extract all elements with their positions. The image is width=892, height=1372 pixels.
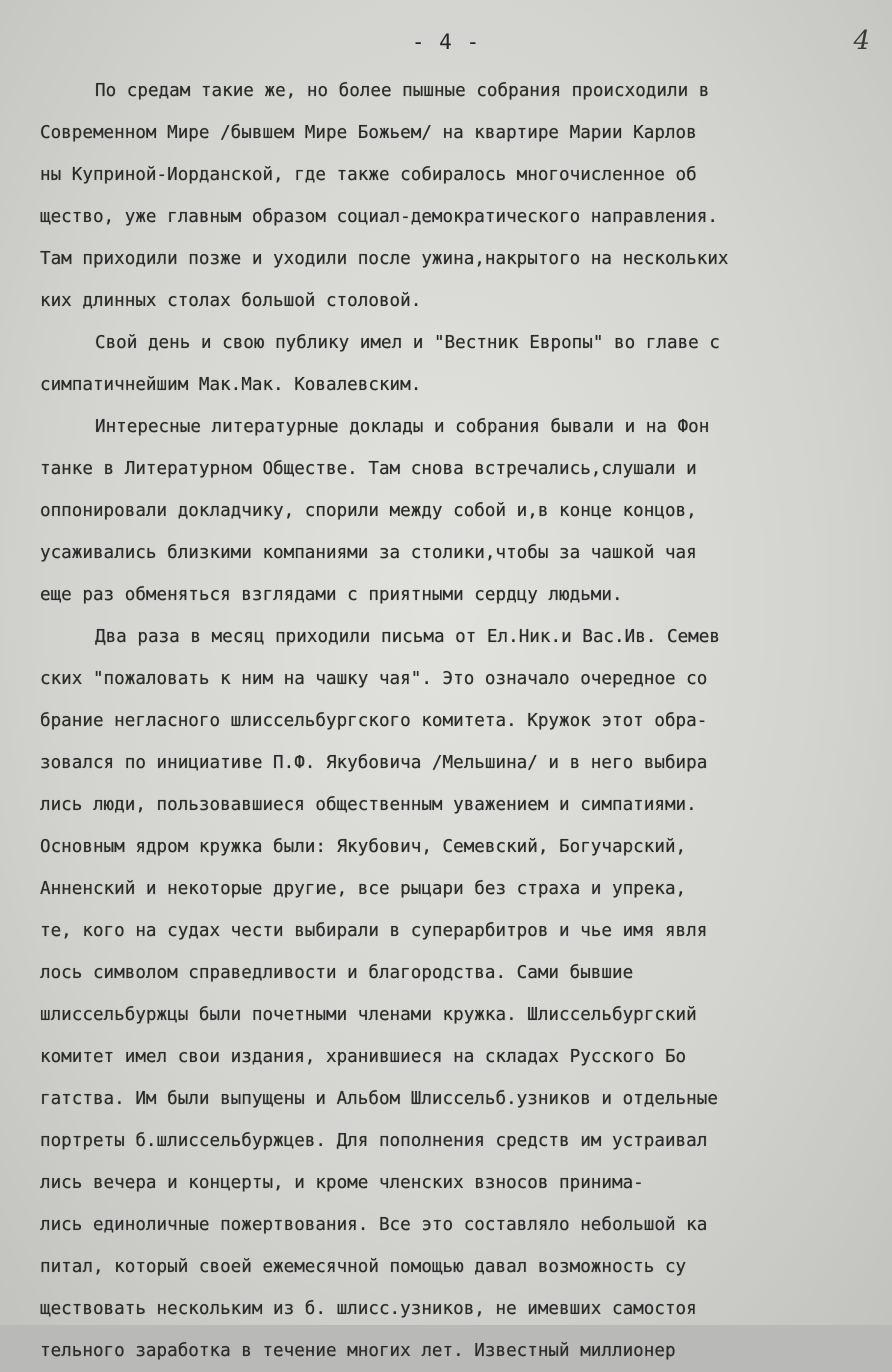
typewritten-text-body [40, 70, 870, 1372]
text-line: Интересные литературные доклады и собрания бывали и на Фон [95, 417, 710, 437]
text-line: Современном Мире /бывшем Мире Божьем/ на квартире Марии Карлов [40, 123, 697, 143]
text-line: Там приходили позже и уходили после ужина,накрытого на нескольких [40, 249, 729, 269]
text-line: портреты б.шлиссельбуржцев. Для пополнения средств им устраивал [40, 1131, 708, 1151]
text-line: По средам такие же, но более пышные собрания происходили в [95, 81, 710, 101]
text-line: Свой день и свою публику имел и "Вестник Европы" во главе с [95, 333, 720, 353]
text-line: те, кого на судах чести выбирали в суперарбитров и чье имя явля [40, 921, 708, 941]
text-line: Анненский и некоторые другие, все рыцари без страха и упрека, [40, 879, 687, 899]
text-line: симпатичнейшим Мак.Мак. Ковалевским. [40, 375, 422, 395]
text-line: лись вечера и концерты, и кроме членских взносов принима- [40, 1173, 644, 1193]
text-line: лись люди, пользовавшиеся общественным уважением и симпатиями. [40, 795, 697, 815]
text-line: Два раза в месяц приходили письма от Ел.Ник.и Вас.Ив. Семев [95, 627, 720, 647]
text-line: оппонировали докладчику, спорили между собой и,в конце концов, [40, 501, 697, 521]
text-line: ских "пожаловать к ним на чашку чая". Это означало очередное со [40, 669, 708, 689]
text-line: танке в Литературном Обществе. Там снова встречались,слушали и [40, 459, 697, 479]
text-line: еще раз обменяться взглядами с приятными сердцу людьми. [40, 585, 623, 605]
page-number: - 4 - [411, 30, 481, 54]
text-line: зовался по инициативе П.Ф. Якубовича /Мельшина/ и в него выбира [40, 753, 708, 773]
text-line: брание негласного шлиссельбургского комитета. Кружок этот обра- [40, 711, 708, 731]
text-line: усаживались близкими компаниями за столики,чтобы за чашкой чая [40, 543, 697, 563]
text-line: ны Куприной-Иорданской, где также собиралось многочисленное об [40, 165, 697, 185]
text-line: Основным ядром кружка были: Якубович, Семевский, Богучарский, [40, 837, 687, 857]
text-line: комитет имел свои издания, хранившиеся на складах Русского Бо [40, 1047, 687, 1067]
text-line: питал, который своей ежемесячной помощью давал возможность су [40, 1257, 687, 1277]
text-line: гатства. Им были выпущены и Альбом Шлиссельб.узников и отдельные [40, 1089, 718, 1109]
text-line: шлиссельбуржцы были почетными членами кружка. Шлиссельбургский [40, 1005, 697, 1025]
text-line: лись единоличные пожертвования. Все это составляло небольшой ка [40, 1215, 708, 1235]
text-line: лось символом справедливости и благородства. Сами бывшие [40, 963, 634, 983]
text-line: ществовать нескольким из б. шлисс.узников, не имевших самостоя [40, 1299, 697, 1319]
text-line: щество, уже главным образом социал-демократического направления. [40, 207, 718, 227]
text-line: ких длинных столах большой столовой. [40, 291, 422, 311]
text-line: тельного заработка в течение многих лет. Известный миллионер [40, 1341, 676, 1361]
handwritten-page-mark: 4 [853, 26, 870, 56]
